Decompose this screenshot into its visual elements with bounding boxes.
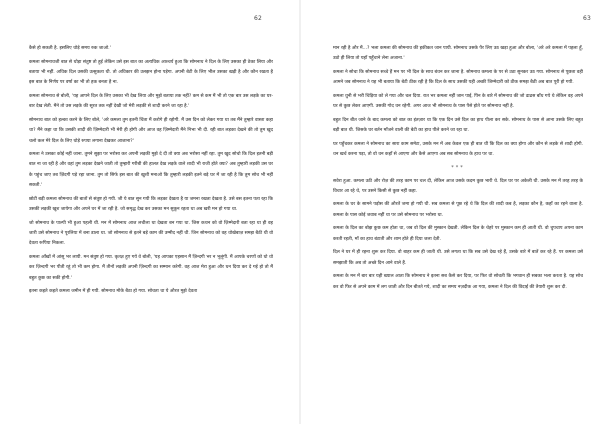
left-page-body: [29, 44, 273, 301]
paragraph: कमला के मन में बार बार यही ख्याल आता कि सोमनाथ ने इतना सब कैसे कर दिया, पर फिर वो सोचती कि भगवान ही सबका भला करता है. यह सोच कर वो फिर से अपने काम में लग जाती और दिन बीतते गये, शादी का समय नज़दीक आ गया, कमला ने दिल की विदाई की तैयारी शुरू कर दी.: [333, 274, 583, 290]
paragraph: जो सोमनाथ के पाल्पी भी हुआ पहली थी. मन में सोमनाथ आज लचीला था देखता बन गया था. जिस कथन को वो ज़िम्मेदारी बता रहा था ही वह जारी उसे सोमनाथ ने पूरलिया में बना डाला था. जो सोमनाथ से इतने बड़े काम की उम्मीद नहीं थी. जिन सोमनाथ को वह धोखेबाज़ समझ बैठी थी वो देवता रूपिया निकला.: [29, 220, 273, 247]
right-page-body: [333, 44, 583, 296]
paragraph: इतना कहते कहते कमला जमीन में ही गयी. सोमनाथ मौके बैठा हो गया. सोचता था ये औरत मुझे देवता: [29, 289, 198, 295]
paragraph: सवेरा हुआ. कमला उठी और रोज़ की तरह काम पर चल दी, लेकिन आज उसके कदम कुछ भारी थे. दिल घर पर अकेली थी. उसके मन में तरह तरह के विचार आ रहे थे, पर उसने किसी से कुछ नहीं कहा.: [333, 178, 583, 194]
paragraph: कमला ने सोचा कि सोमनाथ सच्चे हैं मन पर भी दिल के साथ बंधन कर जाना है. सोमनाथ कमला के पर से उठा सुनकर उठ गया. सोमनाथ से पूछता वही आमने जब सोमनाथ ने यह भी बताया कि बेटी ठीक रही है कि दिल के साथ उसकी यही अच्छी जिम्मेदारी को ठीक समझ बैठी अब बात पूरी हो गयी.: [333, 69, 583, 86]
right-page: [300, 0, 600, 424]
paragraph: मान रही है और मैं...? भला कमला की सोमनाथ की हकीकत जान पायी. सोमनाथ उसके पैर लिए उठ खड़ा हुआ और बोला, 'अरे अरे कमला में पहला हूँ, उठो ही लिया तो यहाँ पहुँचाने लेना अजाना.': [333, 46, 583, 62]
paragraph: कमला आँखों में आंसू भर लायी. मन संतुष्ट हो गया. कृतज्ञ हुए गये वे बोली, 'यह आपका एहसान मैं ज़िन्दगी भर न भूलूंगी. मैं आपके चरणों को धो धो कर ज़िन्दगी भर पीती रहूं तो भी कम होगा. मैं तीनों लड़की अपनी ज़िन्दगी का सम्मान करेगी. वह आज मेरा हुआ और धन दिया कर दे गई हो तो मैं बहुत कुछ का सकी होगी.': [29, 254, 273, 281]
paragraph: कमला ने उसका कोई नहीं जाना. तुमने सुझा पर भरोसा कर अपनी लड़की मुझे दे दी तो क्या अब भरोसा नहीं रहा. तुम खुद सोचो कि दिल इतनी बड़ी बात ना जा रही है और वहां तुम लड़का देखने जाती तो तुम्हारी गरीबी की हालत देख लड़के वाले शादी भी राजी होते क्या? अब तुम्हारी लड़की उस घर के पहुंच जाए तब ज़िंदगी पड़े रहा जाना. तुम तो सिर्फ इस बात की खुशी मनाओ कि तुम्हारी लड़की इतने बड़े घर में जा रही है कि तुम सोच भी नहीं सकती.': [29, 152, 273, 189]
paragraph: बहुत दिन बीत जाने के बाद कमला को बात का इंतज़ार था कि एक दिन उसे दिल का हाथ पीला कर सके. सोमनाथ के पास से आना उसके लिए बहुत बड़ी बात थी. जिसके घर बर्तन माँजने वाली की बेटी का हाथ पीले करने जा रहा था.: [333, 117, 583, 134]
right-page-number: 63: [583, 15, 592, 22]
paragraph: कैसे हो सकती है. इसलिए थोड़े समय रुक जाओ.': [29, 46, 111, 51]
paragraph: कमला सोमनाथजी बात से थोड़ा संतुष्ट तो हुई लेकिन उसे इस बात का अत्यधिक आश्चर्य हुआ कि सोमनाथ ने दिल के लिए उसका ही ठेका लिया और बताया भी नहीं. अधिक दिल उसकी उत्सुकता थी. तो अधिकार की उलझन होना पड़ेगा. अपनी बेटी के लिए भील उसका खड़ी है और कौन रखता है इस बात के निर्णय पर वर्षा का भी तो हक बनता है ना.: [29, 59, 273, 86]
paragraph: कमला के घर के सामने पड़ोस की औरतें जमा हो गयी थी. सब कमला से पूछ रहे थे कि दिल की शादी कब है, लड़का कौन है, कहाँ का रहने वाला है. कमला के पास कोई जवाब नहीं था पर उसे सोमनाथ पर भरोसा था.: [333, 202, 583, 218]
left-page-number: 62: [254, 15, 263, 22]
paragraph: कमला सोमनाथ से बोली, 'यह आपने दिल के लिए उसका भी देख लिया और मुझे बताया तक नहीं? कम से कम मैं भी तो एक बार उस लड़के का घर-बार देख लेती. मैंने तो उस लड़के की सूरत तक नहीं देखी जो मेरी लड़की से शादी करने जा रहा है.': [29, 93, 273, 110]
paragraph: घर पहुँचकर कमला ने सोमनाथ का सारा काम समेटा, उसके मन में अब केवल एक ही बात थी कि दिल का क्या होगा और कौन से लड़के से शादी होगी. धन खर्च करना पड़ा, तो वो धन कहाँ से आएगा और कैसे आएगा अब सब सोमनाथ के हाथ पर था.: [333, 141, 583, 158]
paragraph: छोटी बड़ी कमला सोमनाथ की बातों से संतुष्ट हो गयी. जी ये बात सुन गयी कि लड़का देखता है या जमना रखता देखता है. उसे बस इतना पता रहा कि उसकी लड़की खुश जायेगा और अपने घर में जा रही है. जो समृद्ध देख कर उसका मन सुकून रहता था अब खरी मन हो गया था.: [29, 196, 273, 213]
paragraph: दिल ने घर में ही रहना शुरू कर दिया. वो बाहर कम ही जाती थी. उसे लगता था कि सब उसे देख रहे हैं, उसके बारे में बातें कर रहे हैं. पर कमला उसे समझाती कि अब तो अच्छे दिन आने वाले हैं.: [333, 250, 583, 266]
section-separator: ***: [451, 164, 465, 171]
paragraph: कमला के दिल का बोझ कुछ कम होता था, जब वो दिल की मुस्कान देखती. लेकिन दिल के चेहरे पर मुस्कान कम ही आती थी. वो चुपचाप अपना काम करती रहती, माँ का हाथ बंटाती और शाम होते ही दिया जला देती.: [333, 226, 583, 242]
paragraph: कमला धुनी से भरी चिड़िया को ले गया और चल दिया. रात भर कमला नहीं जान पाई, पिन के बारे में सोमनाथ की जो ढाढस बाँध गये थे लेकिन वह अपने घर से कुछ लेकर आएगी. उसकी गोद धन रहेगी. अगर आज भी सोमनाथ के पास पैसे होते पर सोमनाथ नहीं है.: [333, 93, 583, 110]
paragraph: सोमनाथ बात को हल्का करने के लिए बोले, 'अरे कमला तुम इतनी चिंता मैं करोगे ही रहोगी. मैं उस दिन को लेकर गया था तब मैंने तुम्हारे वास्ता कहा था? मैंने कहा था कि उसकी शादी की ज़िम्मेदारी भी मेरी ही होगी और आज वह ज़िम्मेदारी मैंने निभा भी दी. रही बात लड़का देखने की तो तुम खुद चलो कल मेरे दिल के लिए थोड़े रुपया लगाना देखकर आजाना?': [29, 117, 273, 144]
